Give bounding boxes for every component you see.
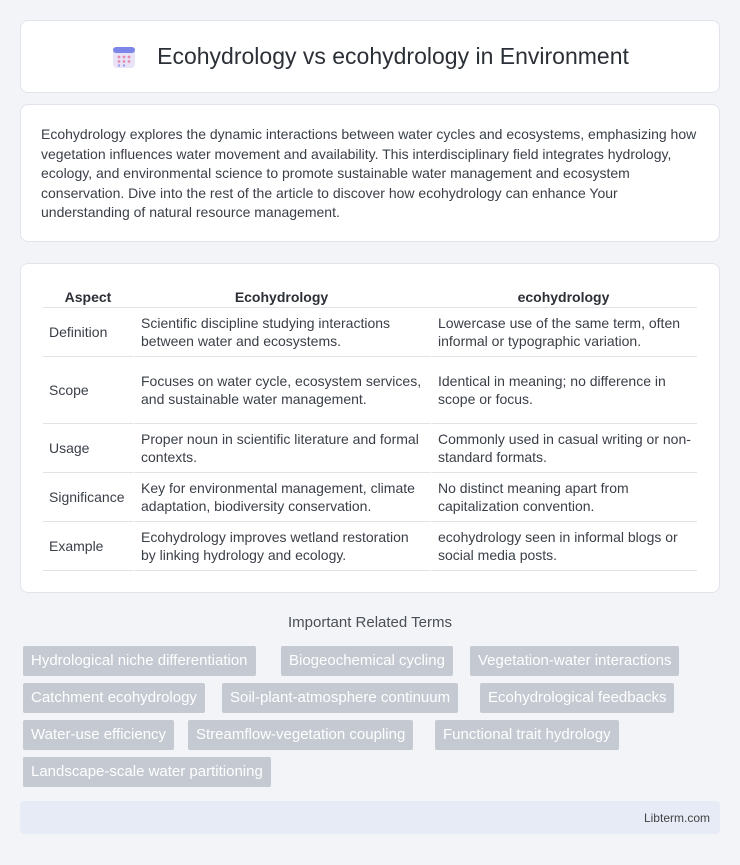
related-term-tag[interactable]: Functional trait hydrology xyxy=(435,720,619,750)
row-value-a: Focuses on water cycle, ecosystem services, and sustainable water management. xyxy=(133,357,430,424)
related-terms-title: Important Related Terms xyxy=(288,614,452,631)
footer-brand[interactable]: Libterm.com xyxy=(643,811,710,825)
related-term-tag[interactable]: Landscape-scale water partitioning xyxy=(23,757,271,787)
row-value-a: Scientific discipline studying interactions between water and ecosystems. xyxy=(133,308,430,357)
row-value-b: No distinct meaning apart from capitalization convention. xyxy=(430,473,697,522)
row-value-b: Identical in meaning; no difference in scope or focus. xyxy=(430,357,697,424)
row-value-b: ecohydrology seen in informal blogs or social media posts. xyxy=(430,522,697,571)
page-title: Ecohydrology vs ecohydrology in Environment xyxy=(157,43,629,69)
table-row xyxy=(43,308,697,357)
row-value-a: Ecohydrology improves wetland restoration by linking hydrology and ecology. xyxy=(133,522,430,571)
header-ecohydrology-capital: Ecohydrology xyxy=(133,284,430,308)
header-card xyxy=(20,20,720,93)
related-term-tag[interactable]: Soil-plant-atmosphere continuum xyxy=(222,683,458,713)
related-term-tag[interactable]: Water-use efficiency xyxy=(23,720,174,750)
table-header-row xyxy=(43,284,697,308)
related-term-tag[interactable]: Biogeochemical cycling xyxy=(281,646,453,676)
related-term-tag[interactable]: Hydrological niche differentiation xyxy=(23,646,256,676)
related-term-tag[interactable]: Vegetation-water interactions xyxy=(470,646,679,676)
row-aspect: Example xyxy=(43,522,133,571)
row-value-a: Key for environmental management, climate adaptation, biodiversity conservation. xyxy=(133,473,430,522)
row-aspect: Scope xyxy=(43,357,133,424)
row-value-b: Commonly used in casual writing or non-standard formats. xyxy=(430,424,697,473)
row-value-a: Proper noun in scientific literature and formal contexts. xyxy=(133,424,430,473)
table-row xyxy=(43,473,697,522)
row-aspect: Definition xyxy=(43,308,133,357)
row-value-b: Lowercase use of the same term, often informal or typographic variation. xyxy=(430,308,697,357)
table-row xyxy=(43,522,697,571)
comparison-table xyxy=(43,284,697,571)
footer xyxy=(20,801,720,834)
comparison-card xyxy=(20,263,720,593)
intro-text: Ecohydrology explores the dynamic interactions between water cycles and ecosystems, emphasizing how vegetation influences water movement and availability. This interdisciplinary field integrates hydrology, ecology, and environmental science to promote sustainable water management and ecosystem conservation. Dive into the rest of the article to discover how ecohydrology can enhance Your understanding of natural resource management. xyxy=(41,126,697,220)
header-aspect: Aspect xyxy=(43,284,133,308)
row-aspect: Significance xyxy=(43,473,133,522)
related-term-tag[interactable]: Catchment ecohydrology xyxy=(23,683,205,713)
table-row xyxy=(43,424,697,473)
calendar-grid-icon xyxy=(111,44,137,70)
intro-card xyxy=(20,104,720,242)
header-ecohydrology-lower: ecohydrology xyxy=(430,284,697,308)
related-term-tag[interactable]: Ecohydrological feedbacks xyxy=(480,683,674,713)
row-aspect: Usage xyxy=(43,424,133,473)
related-term-tag[interactable]: Streamflow-vegetation coupling xyxy=(188,720,413,750)
table-row xyxy=(43,357,697,424)
